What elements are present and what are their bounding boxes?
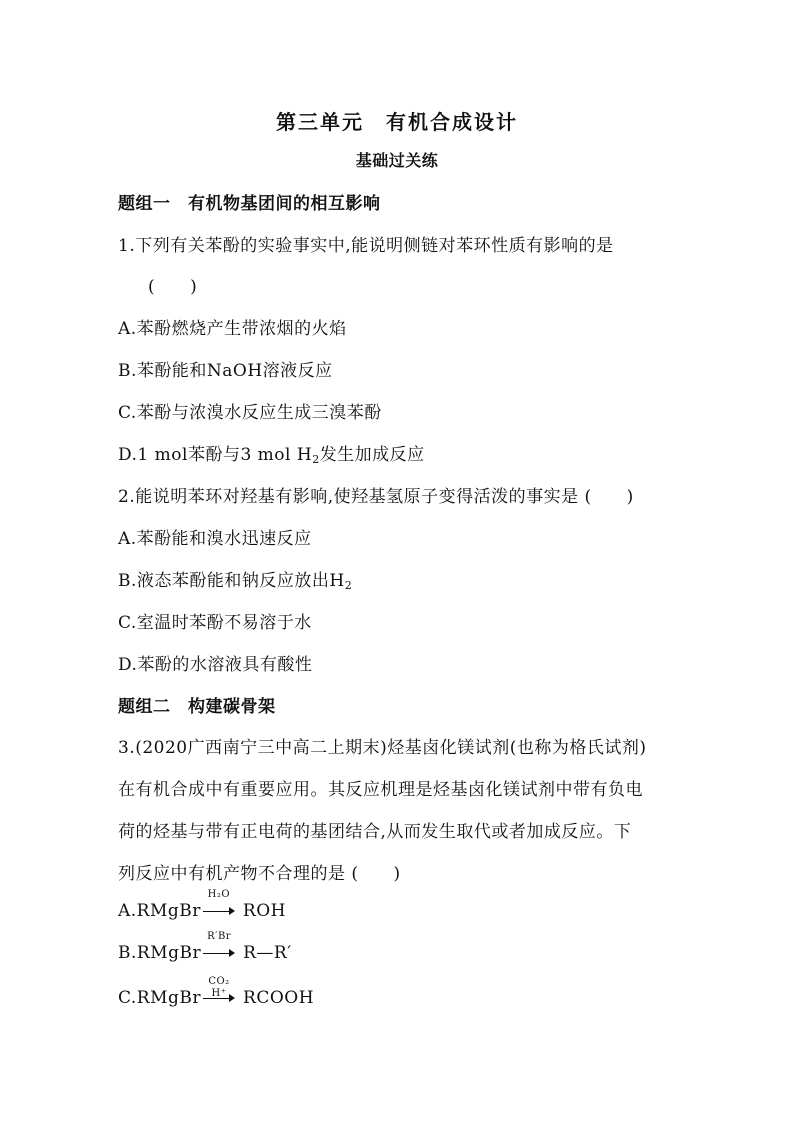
question-2-stem: 2.能说明苯环对羟基有影响,使羟基氢原子变得活泼的事实是 ( )	[118, 487, 634, 507]
question-1-option-b: B.苯酚能和NaOH溶液反应	[118, 361, 333, 381]
question-1-stem: 1.下列有关苯酚的实验事实中,能说明侧链对苯环性质有影响的是	[118, 236, 614, 256]
question-1-option-d-tail: 发生加成反应	[319, 445, 425, 465]
question-3-option-b	[118, 931, 292, 963]
question-2-option-c: C.室温时苯酚不易溶于水	[118, 613, 312, 633]
reaction-product: R—R′	[243, 943, 292, 963]
subscript: 2	[344, 579, 353, 592]
group-heading-1: 题组一 有机物基团间的相互影响	[118, 194, 381, 214]
reactant-label: A.RMgBr	[118, 901, 201, 921]
reaction-condition-top: CO₂	[208, 976, 230, 987]
question-3-option-c	[118, 976, 315, 1008]
group-heading-2: 题组二 构建碳骨架	[118, 697, 276, 717]
question-3-option-a	[118, 889, 286, 921]
page-title: 第三单元 有机合成设计	[276, 110, 518, 134]
reaction-condition-bottom: H⁺	[211, 988, 227, 999]
question-3-line-3: 荷的烃基与带有正电荷的基团结合,从而发生取代或者加成反应。下	[118, 822, 632, 842]
reaction-condition: R′Br	[207, 931, 232, 942]
reaction-arrow	[203, 931, 235, 959]
question-1-option-d-text: D.1 mol苯酚与3 mol H	[118, 445, 313, 465]
reaction-product: ROH	[242, 901, 286, 921]
question-2-option-b-text: B.液态苯酚能和钠反应放出H	[118, 571, 345, 591]
question-1-option-c: C.苯酚与浓溴水反应生成三溴苯酚	[118, 403, 382, 423]
question-2-option-a: A.苯酚能和溴水迅速反应	[118, 529, 312, 549]
question-1-option-d	[118, 440, 425, 466]
section-subtitle: 基础过关练	[355, 151, 439, 170]
subscript: 2	[312, 453, 320, 466]
question-2-option-d: D.苯酚的水溶液具有酸性	[118, 655, 313, 675]
reaction-condition: H₂O	[207, 889, 231, 900]
reaction-arrow	[203, 976, 235, 1004]
reaction-product: RCOOH	[243, 988, 315, 1008]
reaction-arrow	[203, 889, 235, 917]
question-1-blank: ( )	[148, 277, 198, 297]
question-3-line-1: 3.(2020广西南宁三中高二上期末)烃基卤化镁试剂(也称为格氏试剂)	[118, 738, 647, 758]
question-3-line-4: 列反应中有机产物不合理的是 ( )	[118, 864, 401, 884]
question-3-line-2: 在有机合成中有重要应用。其反应机理是烃基卤化镁试剂中带有负电	[118, 780, 643, 800]
reactant-label: B.RMgBr	[118, 943, 202, 963]
question-1-option-a: A.苯酚燃烧产生带浓烟的火焰	[118, 319, 347, 339]
reactant-label: C.RMgBr	[118, 988, 202, 1008]
question-2-option-b	[118, 566, 352, 592]
